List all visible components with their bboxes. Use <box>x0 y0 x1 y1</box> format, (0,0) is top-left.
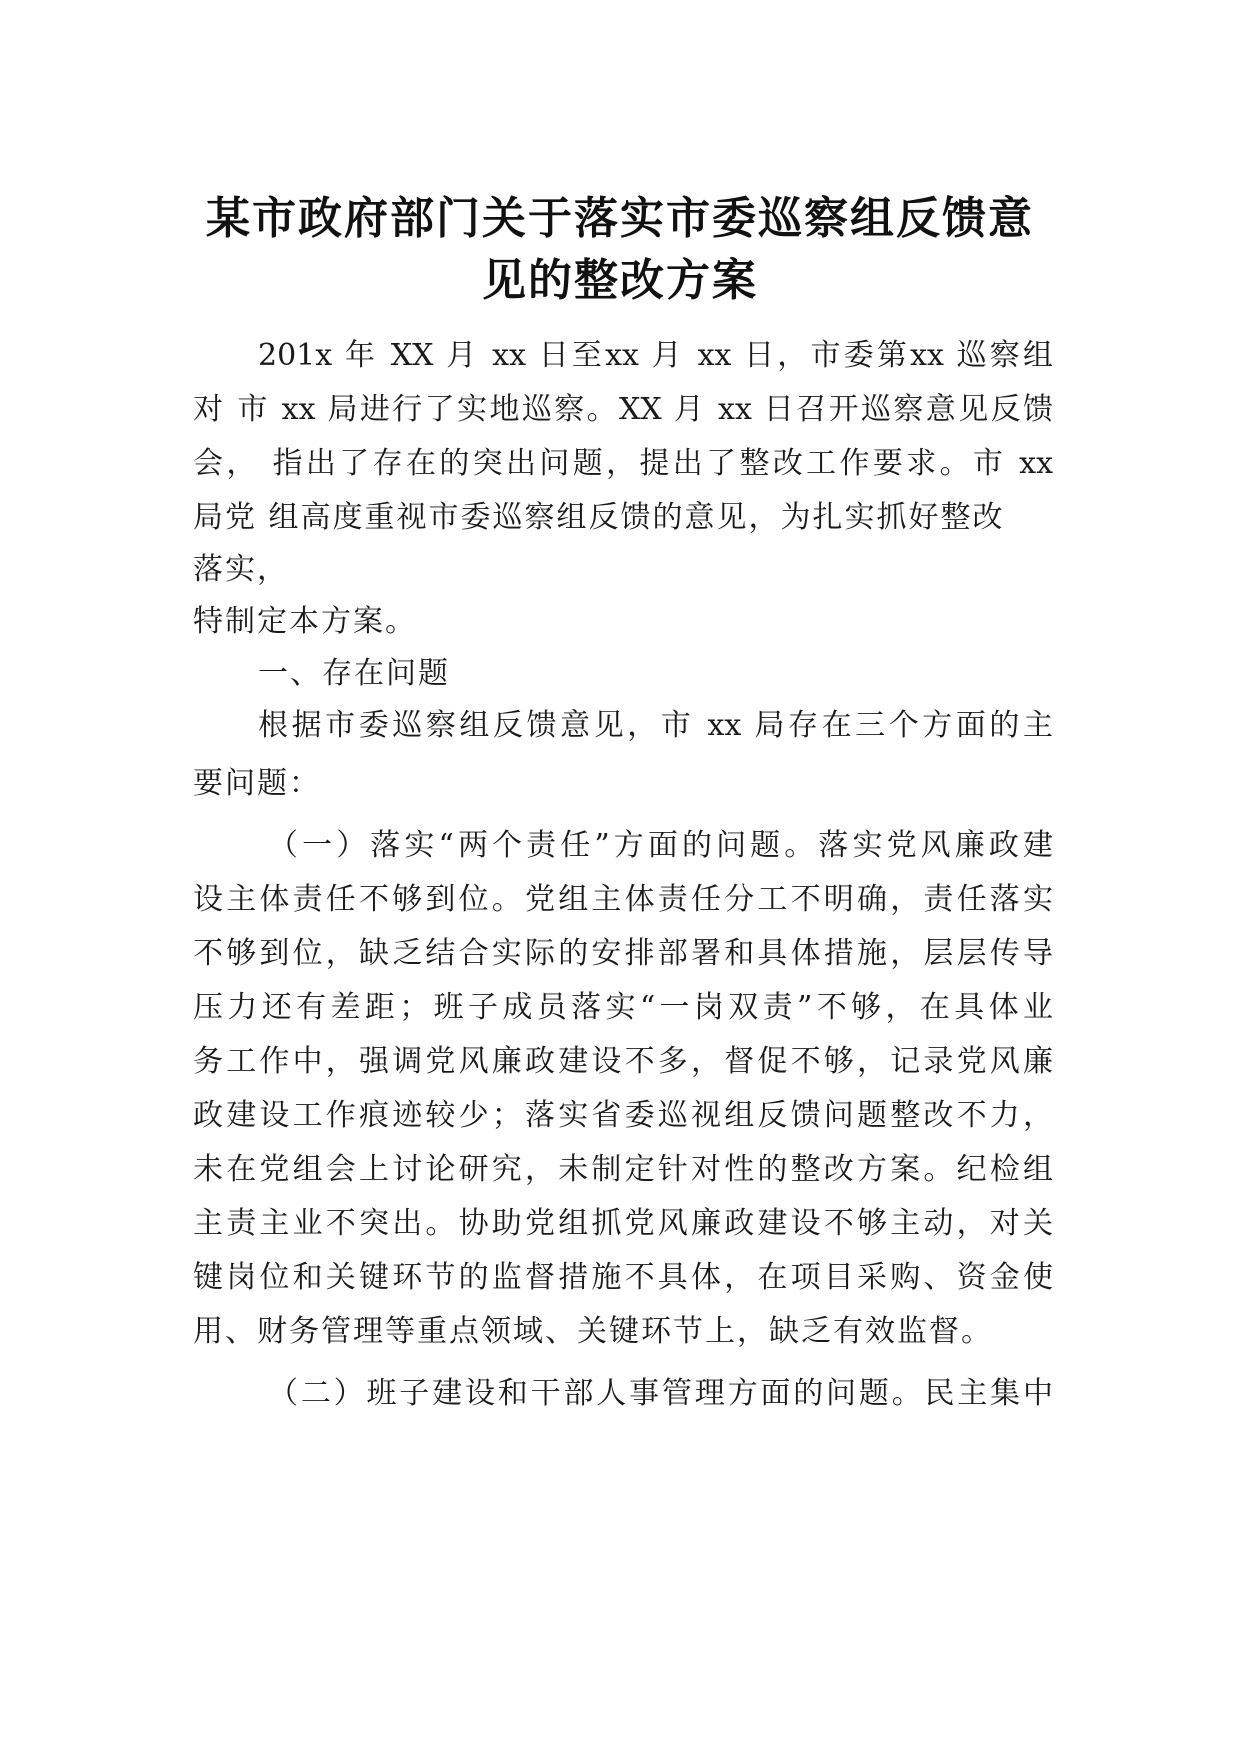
section-heading: 一、存在问题 <box>258 656 450 691</box>
item-2-line: （二）班子建设和干部人事管理方面的问题。民主集中 <box>268 1376 1053 1411</box>
item-1-line: 设主体责任不够到位。党组主体责任分工不明确，责任落实 <box>193 882 1053 917</box>
document-title-line-1: 某市政府部门关于落实市委巡察组反馈意 <box>206 193 1034 244</box>
intro-line: 落实， <box>193 552 289 587</box>
item-1-line: 政建设工作痕迹较少；落实省委巡视组反馈问题整改不力， <box>193 1098 1053 1133</box>
item-1-line: 务工作中，强调党风廉政建设不多，督促不够，记录党风廉 <box>193 1044 1053 1079</box>
document-title-line-2: 见的整改方案 <box>482 255 758 306</box>
intro-line: 对 市 xx 局进行了实地巡察。XX 月 xx 日召开巡察意见反馈 <box>193 392 1053 427</box>
item-1-line: 键岗位和关键环节的监督措施不具体，在项目采购、资金使 <box>193 1260 1053 1295</box>
section-intro-line: 要问题： <box>193 766 321 801</box>
item-1-line: 未在党组会上讨论研究，未制定针对性的整改方案。纪检组 <box>193 1152 1053 1187</box>
section-intro-line: 根据市委巡察组反馈意见，市 xx 局存在三个方面的主 <box>258 708 1053 743</box>
intro-line: 会， 指出了存在的突出问题，提出了整改工作要求。市 xx <box>193 446 1053 481</box>
item-1-line: 主责主业不突出。协助党组抓党风廉政建设不够主动，对关 <box>193 1206 1053 1241</box>
item-1-line: 不够到位，缺乏结合实际的安排部署和具体措施，层层传导 <box>193 936 1053 971</box>
item-1-line: 用、财务管理等重点领域、关键环节上，缺乏有效监督。 <box>193 1314 993 1349</box>
intro-line: 201x 年 XX 月 xx 日至xx 月 xx 日，市委第xx 巡察组 <box>258 338 1053 373</box>
item-1-line: （一）落实“两个责任”方面的问题。落实党风廉政建 <box>268 828 1053 863</box>
intro-line: 局党 组高度重视市委巡察组反馈的意见，为扎实抓好整改 <box>193 500 1005 535</box>
item-1-line: 压力还有差距；班子成员落实“一岗双责”不够，在具体业 <box>193 990 1053 1025</box>
intro-line: 特制定本方案。 <box>193 604 417 639</box>
